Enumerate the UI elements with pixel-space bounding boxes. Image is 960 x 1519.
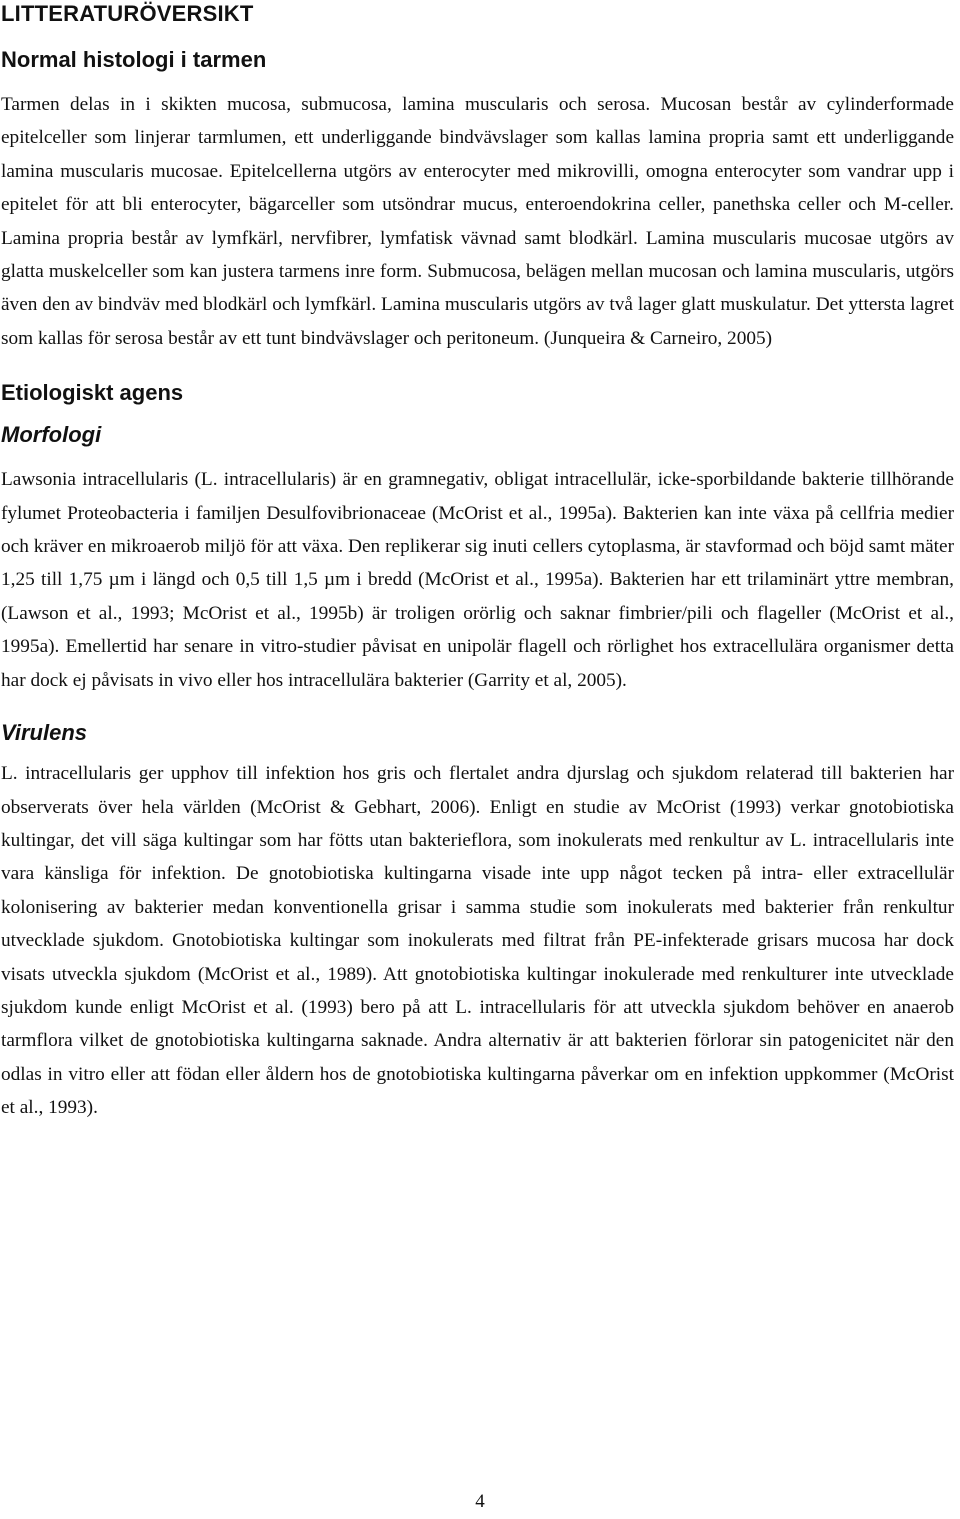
- paragraph-virulens: L. intracellularis ger upphov till infektion hos gris och flertalet andra djurslag och sjukdom relaterad till bakterien har observerats över hela världen (McOrist & Gebhart, 2006). Enligt en studie av McOrist (1993) verkar gnotobiotiska kultingar, det vill säga kultingar som har fötts utan bakterieflora, som inokulerats med renkultur av L. intracellularis inte vara känsliga för infektion. De gnotobiotiska kultingarna visade inte upp något tecken på intra- eller extracellulär kolonisering av bakterier medan konventionella grisar i samma studie som inokulerats med bakterier från renkultur utvecklade sjukdom. Gnotobiotiska kultingar som inokulerats med filtrat från PE-infekterade grisars mucosa har dock visats utveckla sjukdom (McOrist et al., 1989). Att gnotobiotiska kultingar inokulerade med renkulturer inte utvecklade sjukdom kunde enligt McOrist et al. (1993) bero på att L. intracellularis för att utveckla sjukdom behöver en anaerob tarmflora vilket de gnotobiotiska kultingarna saknade. Andra alternativ är att bakterien förlorar sin patogenicitet när den odlas in vitro eller att födan eller åldern hos de gnotobiotiska kultingarna påverkar om en infektion uppkommer (McOrist et al., 1993).: [1, 763, 954, 1119]
- heading-normal-histologi: Normal histologi i tarmen: [1, 47, 267, 72]
- page-number: 4: [475, 1491, 485, 1512]
- heading-etiologiskt-agens: Etiologiskt agens: [1, 380, 184, 406]
- paragraph-morfologi: Lawsonia intracellularis (L. intracellularis) är en gramnegativ, obligat intracellulär, icke-sporbildande bakterie tillhörande fylumet Proteobacteria i familjen Desulfovibrionaceae (McOrist et al., 1995a). Bakterien kan inte växa på cellfria medier och kräver en mikroaerob miljö för att växa. Den replikerar sig inuti cellers cytoplasma, är stavformad och böjd samt mäter 1,25 till 1,75 µm i längd och 0,5 till 1,5 µm i bredd (McOrist et al., 1995a). Bakterien har ett trilaminärt yttre membran, (Lawson et al., 1993; McOrist et al., 1995b) är troligen orörlig och saknar fimbrier/pili och flageller (McOrist et al., 1995a). Emellertid har senare in vitro-studier påvisat en unipolär flagell och rörlighet hos extracellulära organismer detta har dock ej påvisats in vivo eller hos intracellulära bakterier (Garrity et al, 2005).: [1, 469, 954, 691]
- paragraph-histologi: Tarmen delas in i skikten mucosa, submucosa, lamina muscularis och serosa. Mucosan består av cylinderformade epitelceller som linjerar tarmlumen, ett underliggande bindvävslager som kallas lamina propria samt ett underliggande lamina muscularis mucosae. Epitelcellerna utgörs av enterocyter med mikrovilli, omogna enterocyter som vandrar upp i epitelet för att bli enterocyter, bägarceller som utsöndrar mucus, enteroendokrina celler, panethska celler och M-celler. Lamina propria består av lymfkärl, nervfibrer, lymfatisk vävnad samt blodkärl. Lamina muscularis mucosae utgörs av glatta muskelceller som kan justera tarmens inre form. Submucosa, belägen mellan mucosan och lamina muscularis, utgörs även den av bindväv med blodkärl och lymfkärl. Lamina muscularis utgörs av två lager glatt muskulatur. Det yttersta lagret som kallas för serosa består av ett tunt bindvävslager och peritoneum. (Junqueira & Carneiro, 2005): [1, 94, 954, 349]
- heading-litteraturoversikt: LITTERATURÖVERSIKT: [1, 1, 254, 26]
- heading-morfologi: Morfologi: [1, 422, 102, 448]
- heading-virulens: Virulens: [1, 720, 87, 746]
